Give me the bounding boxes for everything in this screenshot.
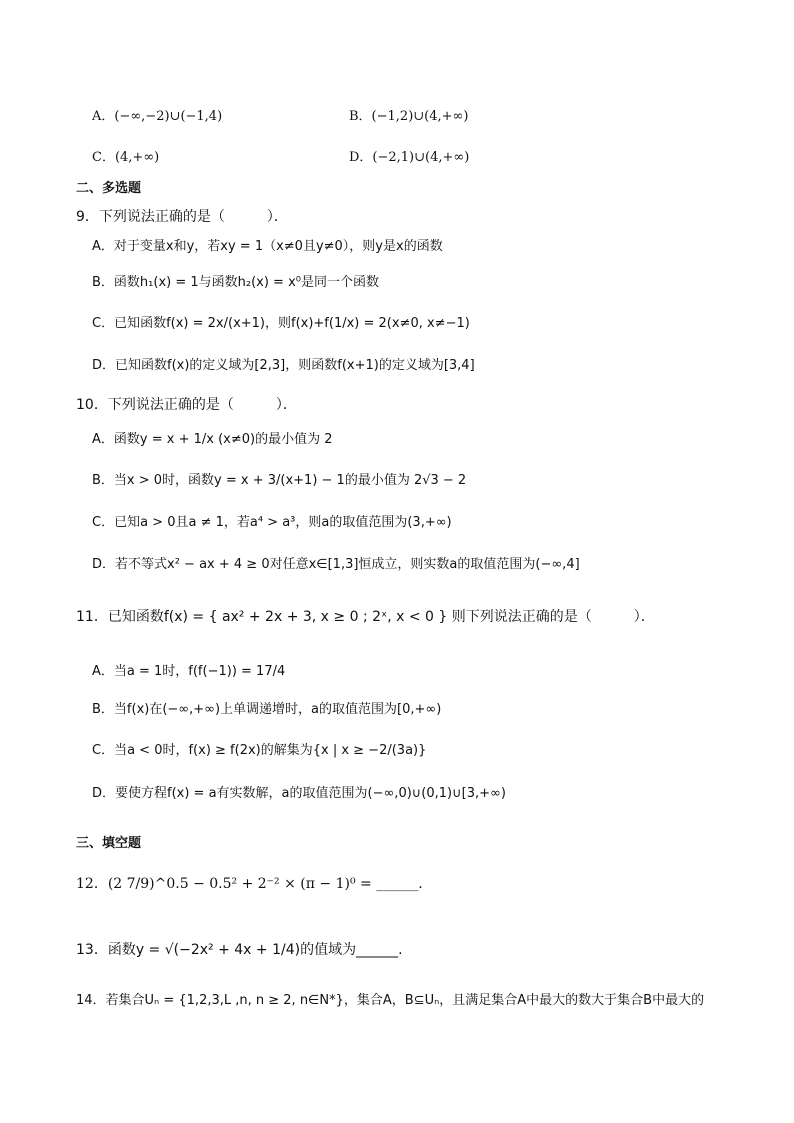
q13-text: 13．函数y = √(−2x² + 4x + 1/4)的值域为______. — [76, 942, 403, 958]
q11-option-d: D．要使方程f(x) = a有实数解，a的取值范围为(−∞,0)∪(0,1)∪[3,+∞) — [92, 786, 506, 801]
q14-text: 14．若集合Uₙ = {1,2,3,L ,n, n ≥ 2, n∈N*}，集合A，B⊆Uₙ，且满足集合A中最大的数大于集合B中最大的 — [76, 993, 705, 1008]
q11-option-c: C．当a < 0时，f(x) ≥ f(2x)的解集为{x | x ≥ −2/(3a)} — [92, 743, 427, 758]
q8-option-c: C．(4,+∞) — [92, 150, 160, 165]
q10-stem: 10．下列说法正确的是（ ）． — [76, 397, 297, 413]
q8-option-a: A．(−∞,−2)∪(−1,4) — [92, 109, 223, 124]
q11-option-a: A．当a = 1时，f(f(−1)) = 17/4 — [92, 664, 286, 679]
q9-option-b: B．函数h₁(x) = 1与函数h₂(x) = x⁰是同一个函数 — [92, 275, 379, 290]
q11-option-b: B．当f(x)在(−∞,+∞)上单调递增时，a的取值范围为[0,+∞) — [92, 702, 442, 717]
q9-option-d: D．已知函数f(x)的定义域为[2,3]，则函数f(x+1)的定义域为[3,4] — [92, 358, 475, 373]
section-title-multiple-choice: 二、多选题 — [76, 181, 142, 196]
q8-option-d: D．(−2,1)∪(4,+∞) — [349, 150, 470, 165]
q10-option-a: A．函数y = x + 1/x (x≠0)的最小值为 2 — [92, 432, 333, 447]
q9-option-a: A．对于变量x和y，若xy = 1（x≠0且y≠0），则y是x的函数 — [92, 239, 443, 254]
q8-option-b: B．(−1,2)∪(4,+∞) — [349, 109, 469, 124]
section-title-fill-in: 三、填空题 — [76, 836, 142, 851]
q10-option-b: B．当x > 0时，函数y = x + 3/(x+1) − 1的最小值为 2√3 − 2 — [92, 473, 467, 488]
q12-text: 12．(2 7/9)^0.5 − 0.5² + 2⁻² × (π − 1)⁰ = ______. — [76, 876, 423, 892]
q10-option-d: D．若不等式x² − ax + 4 ≥ 0对任意x∈[1,3]恒成立，则实数a的取值范围为(−∞,4] — [92, 557, 580, 572]
q11-stem: 11．已知函数f(x) = { ax² + 2x + 3, x ≥ 0 ; 2ˣ, x < 0 } 则下列说法正确的是（ ）． — [76, 609, 655, 625]
q10-option-c: C．已知a > 0且a ≠ 1，若a⁴ > a³，则a的取值范围为(3,+∞) — [92, 515, 452, 530]
q9-stem: 9．下列说法正确的是（ ）． — [76, 209, 288, 225]
q9-option-c: C．已知函数f(x) = 2x/(x+1)，则f(x)+f(1/x) = 2(x≠0, x≠−1) — [92, 316, 470, 331]
